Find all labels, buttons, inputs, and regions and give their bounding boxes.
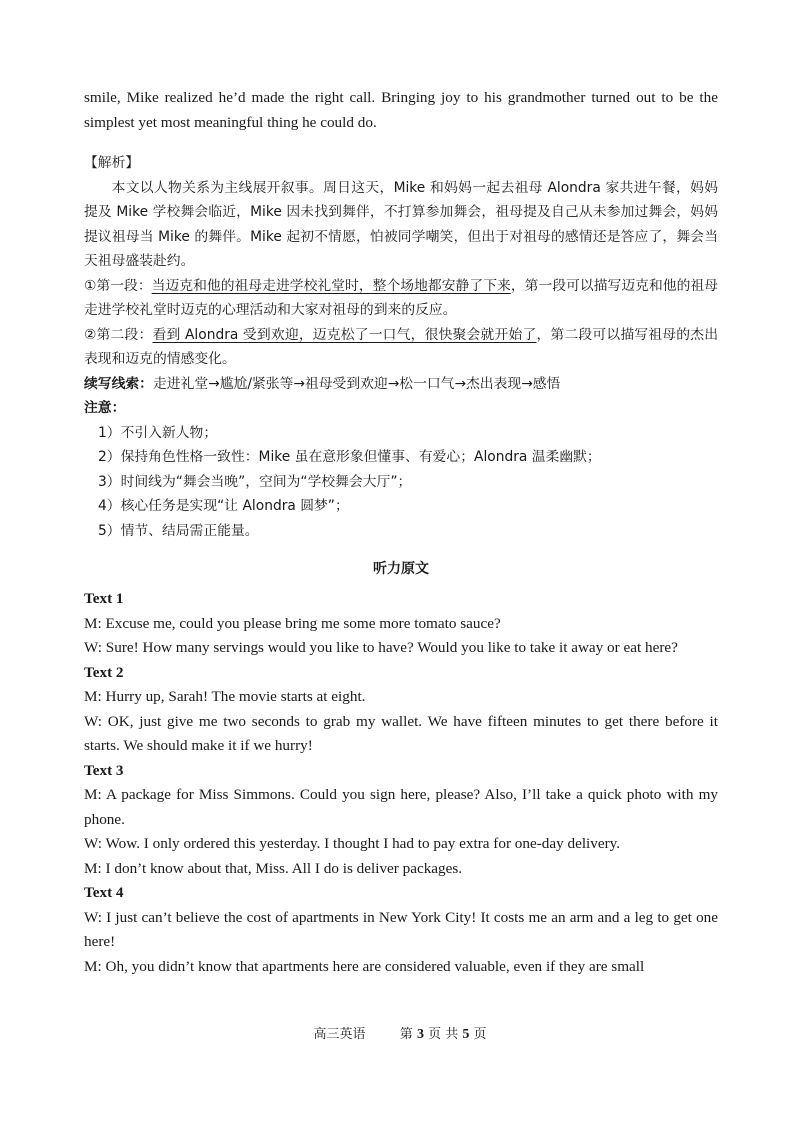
dialogue-line: M: Hurry up, Sarah! The movie starts at eight. xyxy=(84,688,366,705)
footer-page-current: 3 xyxy=(416,1027,424,1042)
dialogue-line: M: A package for Miss Simmons. Could you sign here, please? Also, I’ll take a quick photo with my phone. xyxy=(84,786,718,828)
dialogue-line: M: I don’t know about that, Miss. All I do is deliver packages. xyxy=(84,859,463,877)
analysis-heading: 【解析】 xyxy=(84,155,140,171)
text-1-label: Text 1 xyxy=(84,590,124,607)
analysis-paragraph-1: ①第一段：当迈克和他的祖母走进学校礼堂时，整个场地都安静了下来，第一段可以描写迈克和他的祖母走进学校礼堂时迈克的心理活动和大家对祖母的到来的反应。 xyxy=(84,277,719,318)
writing-clues: 续写线索：走进礼堂→尴尬/紧张等→祖母受到欢迎→松一口气→杰出表现→感悟 xyxy=(84,375,561,392)
analysis-paragraph-2: ②第二段：看到 Alondra 受到欢迎，迈克松了一口气，很快聚会就开始了，第二段可以描写祖母的杰出表现和迈克的情感变化。 xyxy=(84,326,718,367)
page-footer: 高三英语 第 3 页 共 5 页 xyxy=(0,1023,800,1043)
passage-ending: smile, Mike realized he’d made the right call. Bringing joy to his grandmother turned out to be the simplest yet most meaningful thing he could do. xyxy=(84,89,718,131)
paragraph-2-opening-sentence: 看到 Alondra 受到欢迎，迈克松了一口气，很快聚会就开始了 xyxy=(152,326,537,343)
note-item: 2）保持角色性格一致性：Mike 虽在意形象但懂事、有爱心；Alondra 温柔幽默； xyxy=(98,449,601,465)
note-item: 3）时间线为“舞会当晚”，空间为“学校舞会大厅”； xyxy=(98,473,412,490)
paragraph-1-opening-sentence: 当迈克和他的祖母走进学校礼堂时，整个场地都安静了下来 xyxy=(151,277,511,294)
text-3-label: Text 3 xyxy=(84,761,124,779)
dialogue-line: M: Excuse me, could you please bring me some more tomato sauce? xyxy=(84,614,501,632)
note-item: 5）情节、结局需正能量。 xyxy=(98,522,259,539)
dialogue-line: W: I just can’t believe the cost of apartments in New York City! It costs me an arm and a leg to get one here! xyxy=(84,908,718,950)
note-item: 1）不引入新人物； xyxy=(98,424,218,441)
analysis-intro: 本文以人物关系为主线展开叙事。周日这天，Mike 和妈妈一起去祖母 Alondra 家共进午餐，妈妈提及 Mike 学校舞会临近，Mike 因未找到舞伴，不打算参加舞会，祖母提及自己从未参加过舞会，妈妈提议祖母当 Mike 的舞伴。Mike 起初不情愿，怕被同学嘲笑，但出于对祖母的感情还是答应了，舞会当天祖母盛装赴约。 xyxy=(84,179,718,269)
note-item: 4）核心任务是实现“让 Alondra 圆梦”； xyxy=(98,498,349,514)
notes-label: 注意： xyxy=(84,400,126,416)
footer-subject: 高三英语 xyxy=(313,1027,366,1042)
page-content xyxy=(84,86,718,979)
footer-page-total: 5 xyxy=(462,1027,470,1042)
listening-script-title: 听力原文 xyxy=(373,561,429,577)
text-4-label: Text 4 xyxy=(84,884,124,901)
text-2-label: Text 2 xyxy=(84,663,124,681)
dialogue-line: W: Sure! How many servings would you like to have? Would you like to take it away or eat here? xyxy=(84,639,678,656)
dialogue-line: W: Wow. I only ordered this yesterday. I thought I had to pay extra for one-day delivery. xyxy=(84,835,621,852)
writing-clues-label: 续写线索： xyxy=(84,375,153,392)
dialogue-line: M: Oh, you didn’t know that apartments here are considered valuable, even if they are small xyxy=(84,957,645,975)
dialogue-line: W: OK, just give me two seconds to grab my wallet. We have fifteen minutes to get there before it starts. We should make it if we hurry! xyxy=(84,712,718,754)
